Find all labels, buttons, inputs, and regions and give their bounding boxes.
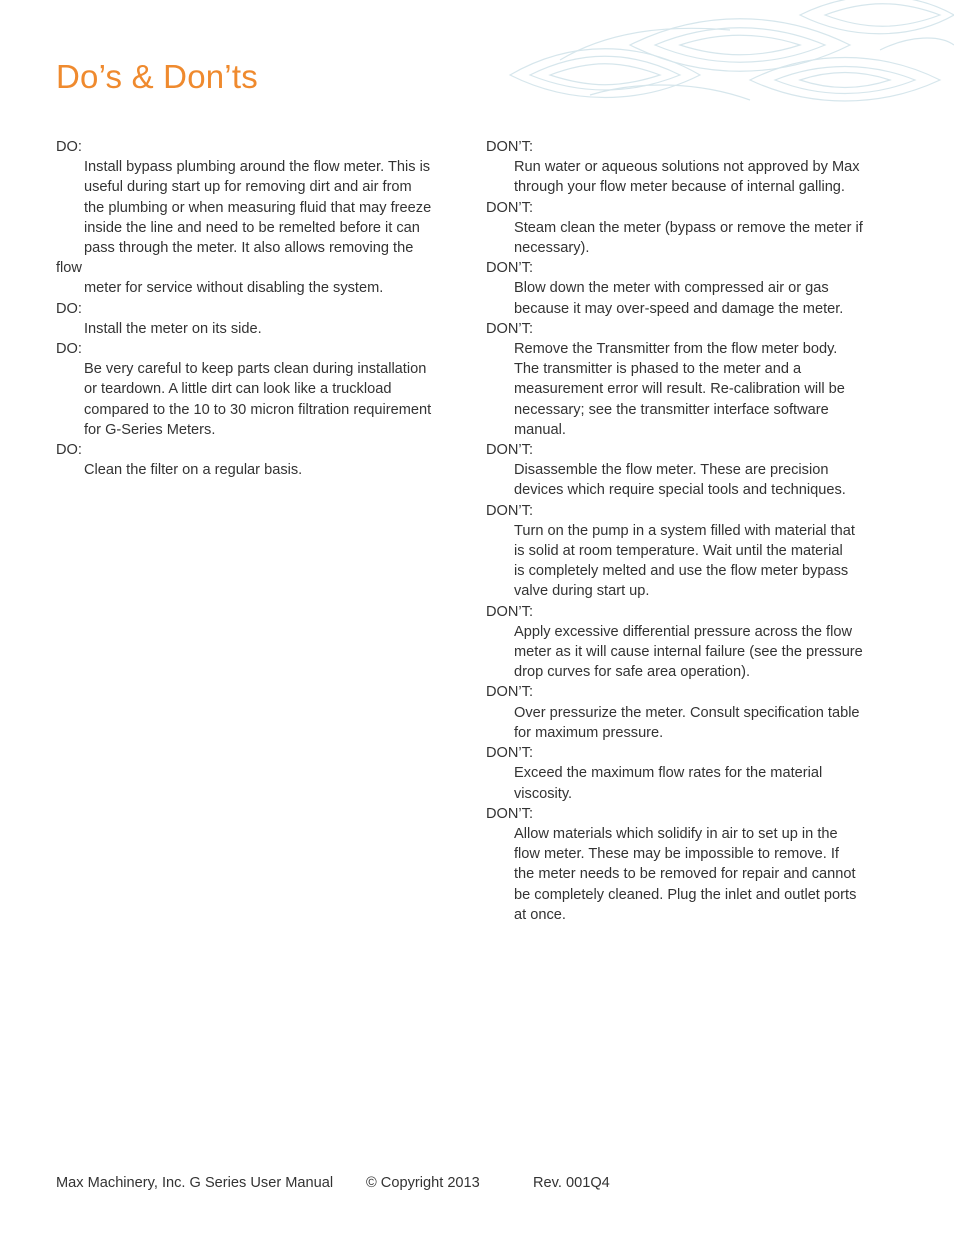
text-line: valve during start up. [514,583,650,600]
text-line: viscosity. [514,785,573,802]
text-line: or teardown. A little dirt can look like a truckload [84,381,392,398]
do-item [56,299,468,339]
text-line: manual. [514,421,566,438]
do-item-label: DO: [56,300,82,317]
text-line: measurement error will result. Re-calibration will be [514,381,845,398]
text-line: because it may over-speed and damage the meter. [514,300,844,317]
text-line: Allow materials which solidify in air to set up in the [514,825,838,842]
text-line: Run water or aqueous solutions not approved by Max [514,159,860,176]
dont-item-label: DON’T: [486,199,534,216]
dont-item-text [486,824,896,925]
dos-column [56,137,468,480]
dont-item [486,682,896,743]
text-line: for maximum pressure. [514,724,664,741]
dont-item [486,198,896,259]
text-line: Be very careful to keep parts clean during installation [84,361,427,378]
text-line: Remove the Transmitter from the flow meter body. [514,341,838,358]
dont-item-label: DON’T: [486,442,534,459]
dont-item-text [486,521,896,602]
dont-item-text [486,278,896,318]
dont-item [486,319,896,440]
text-line: Turn on the pump in a system filled with material that [514,522,855,539]
do-item [56,440,468,480]
dont-item-text [486,339,896,440]
decorative-wave-pattern [500,0,954,110]
text-line: The transmitter is phased to the meter and a [514,361,802,378]
page-title: Do’s & Don’ts [56,58,258,95]
footer-copyright: © Copyright 2013 [366,1175,480,1191]
text-line: Apply excessive differential pressure across the flow [514,623,852,640]
dont-item-label: DON’T: [486,502,534,519]
text-line: inside the line and need to be remelted before it can [84,219,420,236]
dont-item-label: DON’T: [486,745,534,762]
dont-item [486,137,896,198]
footer-revision: Rev. 001Q4 [533,1175,610,1191]
text-line: is completely melted and use the flow meter bypass [514,563,849,580]
text-line: Blow down the meter with compressed air or gas [514,280,829,297]
text-line: meter as it will cause internal failure (see the pressure [514,644,863,661]
do-item-label: DO: [56,341,82,358]
dont-item [486,258,896,319]
dont-item-text [486,157,896,197]
text-line: at once. [514,906,566,923]
dont-item [486,501,896,602]
text-line: pass through the meter. It also allows removing the [84,240,414,257]
text-line: Install the meter on its side. [84,320,262,337]
dont-item [486,743,896,804]
text-line: meter for service without disabling the system. [84,280,384,297]
text-line: Over pressurize the meter. Consult specification table [514,704,860,721]
text-line: is solid at room temperature. Wait until the material [514,543,843,560]
dont-item [486,602,896,683]
text-line: Install bypass plumbing around the flow meter. This is [84,159,431,176]
text-line: the plumbing or when measuring fluid that may freeze [84,199,432,216]
dont-item-label: DON’T: [486,139,534,155]
dont-item-label: DON’T: [486,260,534,277]
donts-column [486,137,896,925]
dont-item-label: DON’T: [486,684,534,701]
text-line: drop curves for safe area operation). [514,664,751,681]
dont-item-text [486,703,896,743]
dont-item-text [486,460,896,500]
text-line: the meter needs to be removed for repair and cannot [514,866,856,883]
dont-item-label: DON’T: [486,320,534,337]
text-line: for G-Series Meters. [84,421,216,438]
dont-item [486,804,896,925]
text-line: necessary; see the transmitter interface software [514,401,829,418]
do-item-text [56,359,468,440]
do-item-text [56,319,468,339]
text-line: through your flow meter because of internal galling. [514,179,845,196]
dont-item-label: DON’T: [486,603,534,620]
do-item-label: DO: [56,442,82,459]
do-item [56,137,468,299]
do-item-label: DO: [56,139,82,155]
dont-item-text [486,218,896,258]
do-item-text [56,157,468,298]
text-line: Steam clean the meter (bypass or remove the meter if [514,219,863,236]
text-line: Clean the filter on a regular basis. [84,462,303,479]
text-line: compared to the 10 to 30 micron filtration requirement [84,401,432,418]
text-line: flow [56,260,82,277]
dont-item-text [486,622,896,683]
dont-item-label: DON’T: [486,805,534,822]
text-line: Disassemble the flow meter. These are precision [514,462,829,479]
footer-manual-title: Max Machinery, Inc. G Series User Manual [56,1175,334,1191]
dont-item [486,440,896,501]
dont-item-text [486,763,896,803]
do-item-text [56,460,468,480]
text-line: useful during start up for removing dirt and air from [84,179,412,196]
text-line: be completely cleaned. Plug the inlet and outlet ports [514,886,857,903]
text-line: devices which require special tools and techniques. [514,482,846,499]
text-line: flow meter. These may be impossible to remove. If [514,846,839,863]
text-line: Exceed the maximum flow rates for the material [514,765,823,782]
text-line: necessary). [514,240,590,257]
do-item [56,339,468,440]
